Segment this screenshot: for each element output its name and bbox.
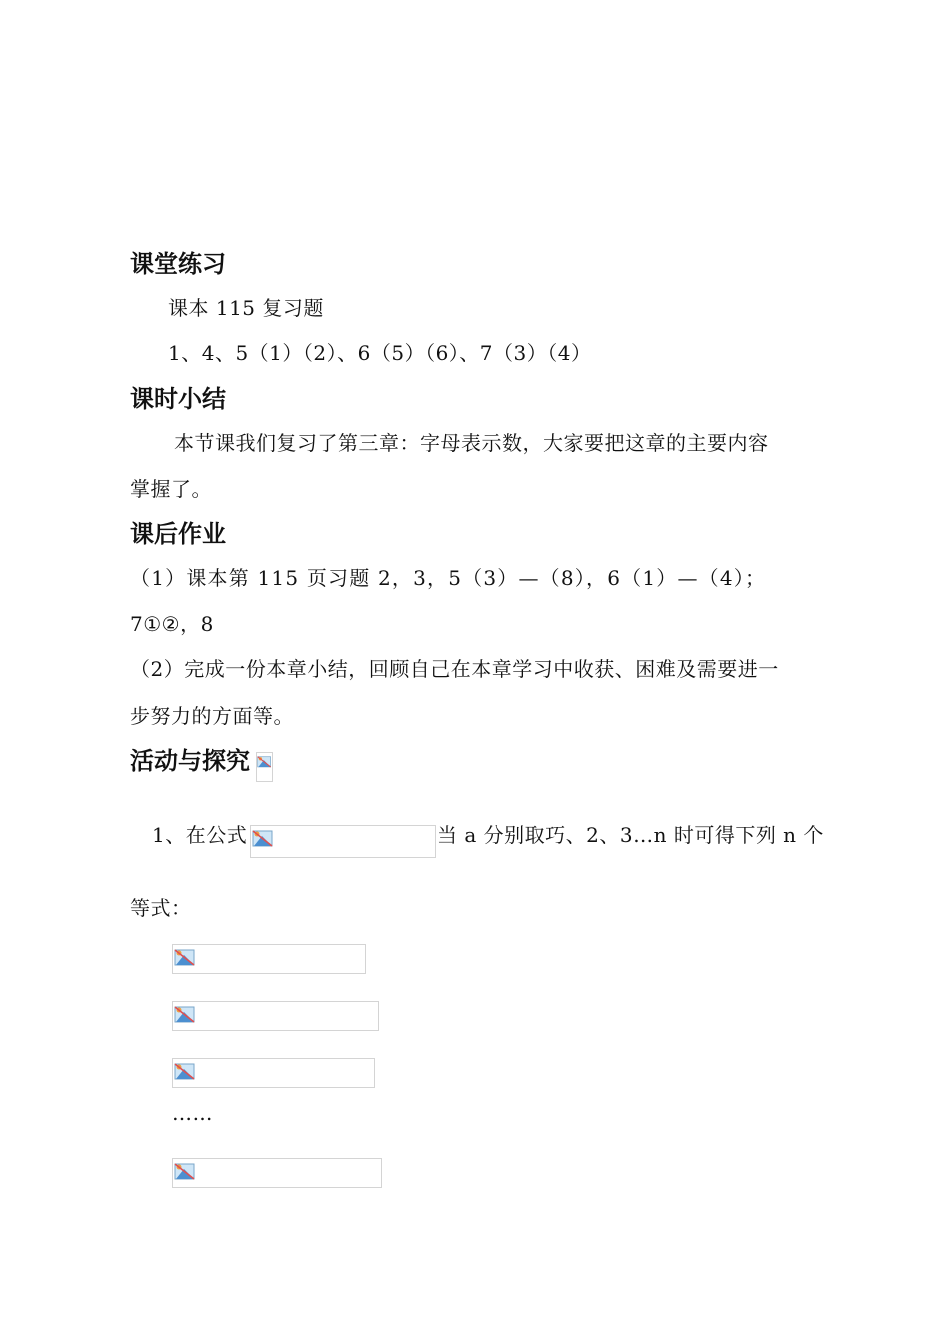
broken-image-icon: [174, 946, 196, 968]
formula-image-placeholder: [250, 825, 436, 858]
activity-q1-suffix: 当 a 分别取巧、2、3…n 时可得下列 n 个: [437, 823, 824, 847]
broken-image-icon: [257, 754, 272, 769]
practice-heading: 课堂练习: [130, 250, 226, 278]
homework-item-2-line-1: （2）完成一份本章小结，回顾自己在本章学习中收获、困难及需要进一: [130, 657, 779, 681]
ellipsis: ……: [172, 1101, 213, 1125]
summary-line-2: 掌握了。: [130, 477, 212, 501]
equation-image-3: [172, 1058, 375, 1088]
homework-item-1-line-2: 7①②，8: [130, 612, 214, 636]
homework-item-2-line-2: 步努力的方面等。: [130, 704, 294, 728]
broken-image-icon: [174, 1003, 196, 1025]
equation-image-2: [172, 1001, 379, 1031]
heading-image-placeholder: [256, 752, 273, 782]
equation-image-1: [172, 944, 366, 974]
homework-heading: 课后作业: [130, 520, 226, 548]
homework-item-1-line-1: （1）课本第 115 页习题 2，3，5（3）—（8），6（1）—（4）；: [130, 566, 767, 590]
activity-heading: 活动与探究: [130, 747, 250, 775]
activity-q1-line-2: 等式：: [130, 896, 192, 920]
broken-image-icon: [174, 1160, 196, 1182]
broken-image-icon: [174, 1060, 196, 1082]
practice-line-1: 课本 115 复习题: [168, 296, 324, 320]
summary-line-1: 本节课我们复习了第三章：字母表示数，大家要把这章的主要内容: [174, 431, 769, 455]
activity-q1-prefix: 1、在公式: [152, 823, 248, 847]
practice-line-2: 1、4、5（1）（2）、6（5）（6）、7（3）（4）: [168, 341, 592, 365]
summary-heading: 课时小结: [130, 385, 226, 413]
broken-image-icon: [252, 827, 274, 849]
equation-image-n: [172, 1158, 382, 1188]
